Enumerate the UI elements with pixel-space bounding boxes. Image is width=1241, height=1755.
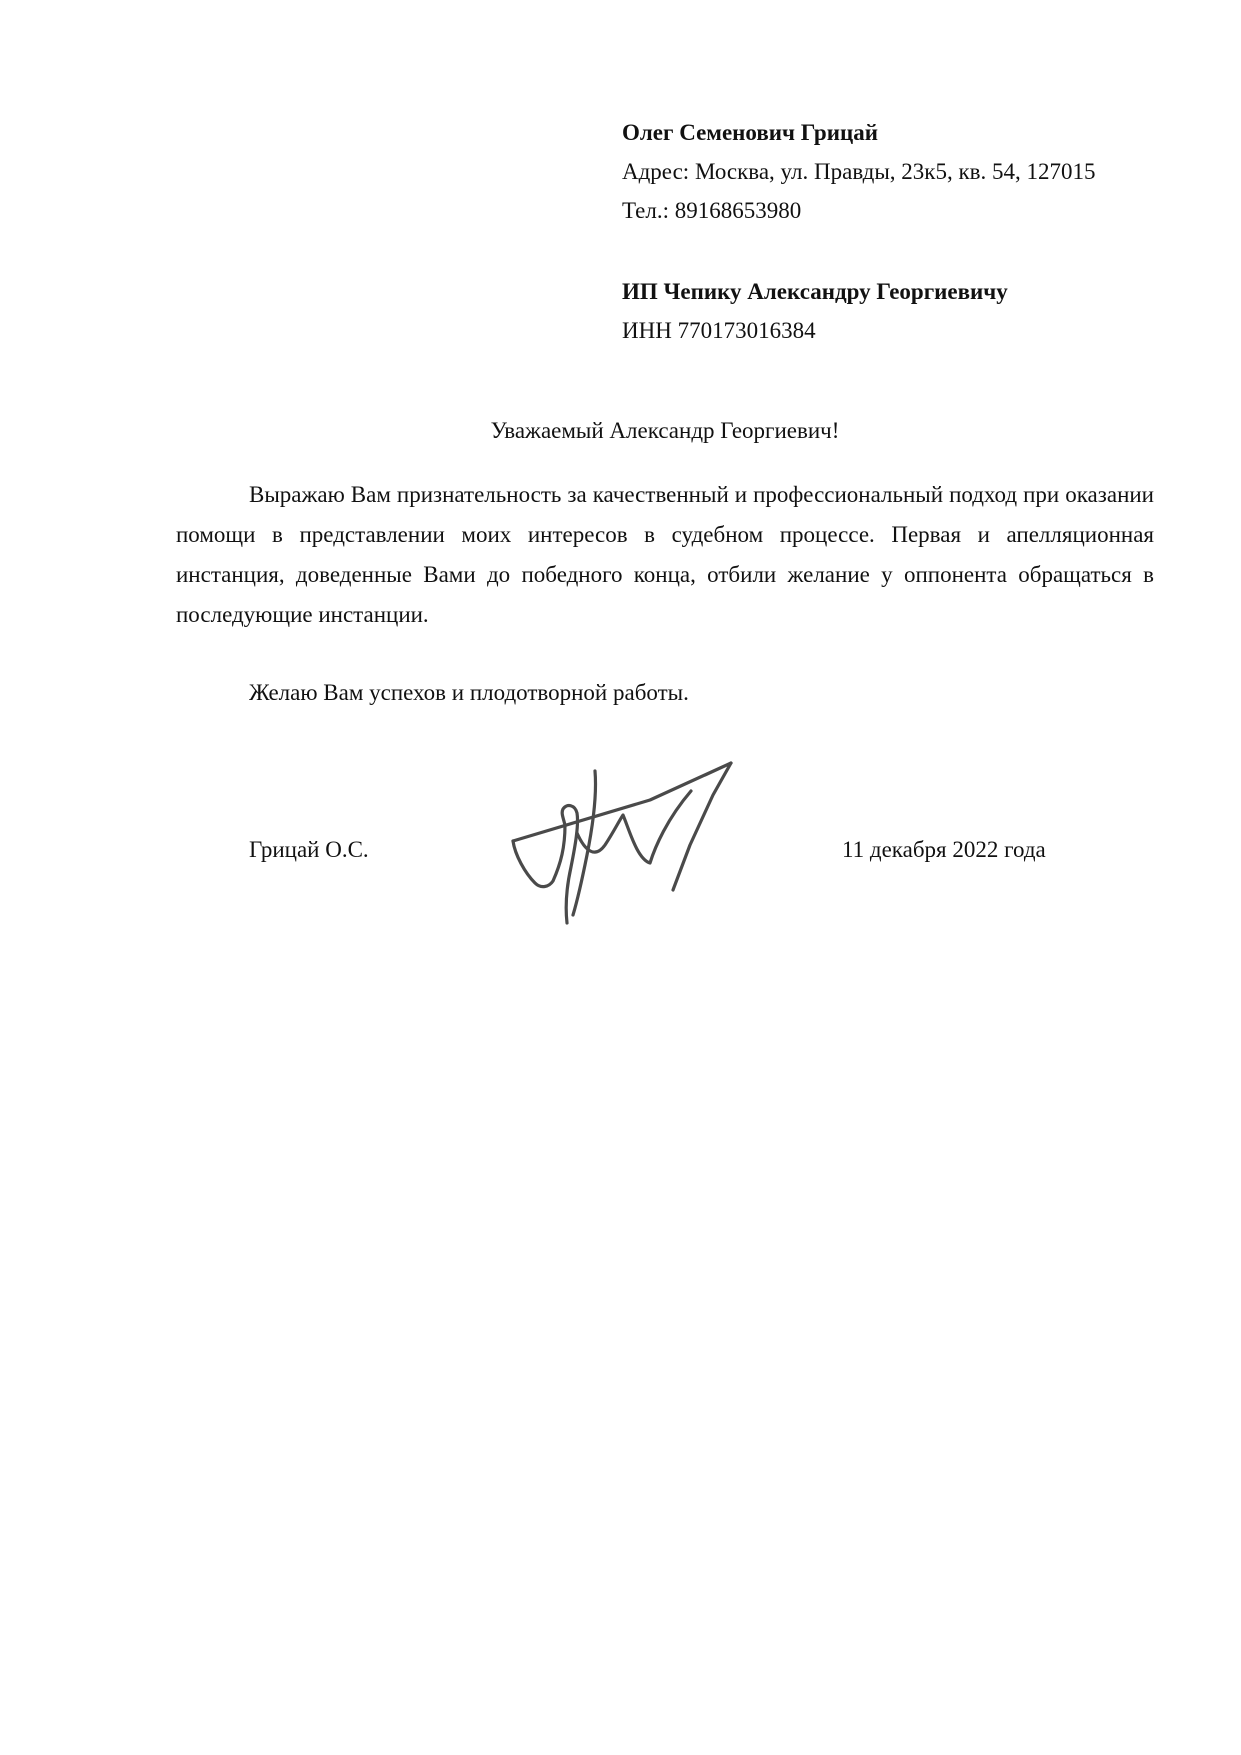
- sender-address: Адрес: Москва, ул. Правды, 23к5, кв. 54, 127015: [622, 159, 1096, 184]
- signer-name: Грицай О.С.: [249, 837, 369, 862]
- salutation: Уважаемый Александр Георгиевич!: [490, 418, 840, 443]
- sender-name: Олег Семенович Грицай: [622, 120, 878, 145]
- letter-body: Выражаю Вам признательность за качественный и профессиональный подход при оказании помощи в представлении моих интересов в судебном процессе. Первая и апелляционная инстанция, доведенные Вами до победного конца, отбили желание у оппонента обращаться в последующие инстанции.: [176, 482, 1154, 627]
- recipient-name: ИП Чепику Александру Георгиевичу: [622, 279, 1008, 304]
- sender-block: [622, 113, 1182, 230]
- recipient-block: [622, 272, 1182, 350]
- sender-phone: Тел.: 89168653980: [622, 198, 802, 223]
- recipient-inn: ИНН 770173016384: [622, 318, 816, 343]
- letter-date: 11 декабря 2022 года: [842, 837, 1046, 862]
- closing-wish: Желаю Вам успехов и плодотворной работы.: [249, 680, 689, 705]
- handwritten-signature: [505, 755, 745, 935]
